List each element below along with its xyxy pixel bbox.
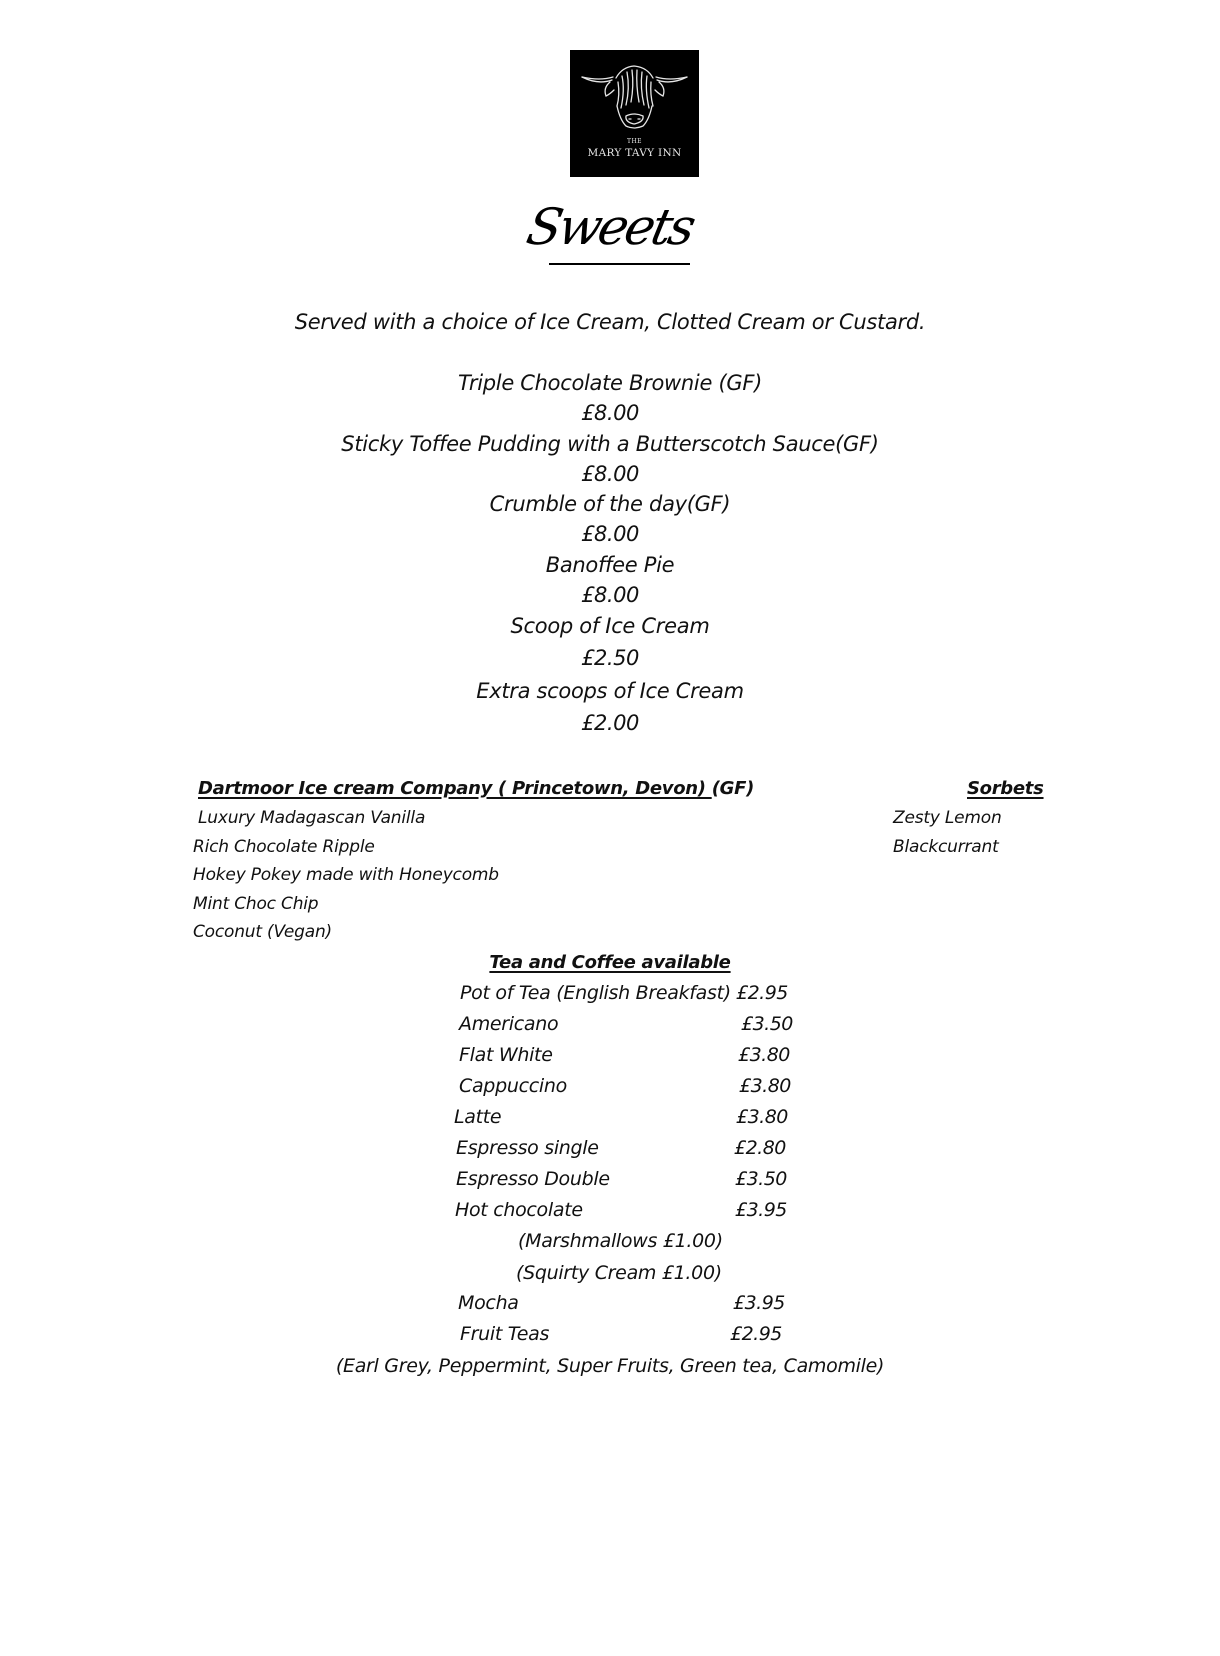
drink-price: £3.95 xyxy=(735,1199,787,1221)
drink-price: £3.80 xyxy=(738,1044,790,1066)
sorbet-flavour: Zesty Lemon xyxy=(893,808,1002,828)
dessert-name: Banoffee Pie xyxy=(545,553,675,577)
sorbets-heading: Sorbets xyxy=(967,778,1044,799)
dessert-name: Sticky Toffee Pudding with a Butterscotch Sauce(GF) xyxy=(341,432,879,456)
dessert-price: £8.00 xyxy=(581,401,639,425)
drink-extra: (Squirty Cream £1.00) xyxy=(516,1262,722,1284)
dessert-price: £8.00 xyxy=(581,583,639,607)
gluten-free-tag: (GF) xyxy=(711,778,755,799)
logo-inn-name: MARY TAVY INN xyxy=(587,147,682,159)
drink-price: £3.50 xyxy=(741,1013,793,1035)
drink-price: £3.80 xyxy=(739,1075,791,1097)
drink-price: £3.50 xyxy=(735,1168,787,1190)
drinks-heading-text: Tea and Coffee available xyxy=(489,952,731,973)
logo-the-text: THE xyxy=(626,138,643,145)
highland-cow-icon xyxy=(570,50,699,140)
drink-price: £3.95 xyxy=(733,1292,785,1314)
drink-name: Espresso Double xyxy=(456,1168,610,1190)
ice-cream-flavour: Luxury Madagascan Vanilla xyxy=(198,808,426,828)
ice-cream-flavour: Mint Choc Chip xyxy=(193,894,319,914)
drinks-heading xyxy=(0,952,1220,973)
dessert-price: £8.00 xyxy=(581,462,639,486)
ice-cream-company: Dartmoor Ice cream Company ( Princetown, Devon) xyxy=(198,778,712,799)
drink-name: Cappuccino xyxy=(459,1075,567,1097)
ice-cream-flavour: Hokey Pokey made with Honeycomb xyxy=(193,865,499,885)
drink-price: £2.95 xyxy=(730,1323,782,1345)
serving-note: Served with a choice of Ice Cream, Clotted Cream or Custard. xyxy=(294,310,926,334)
drink-name: Espresso single xyxy=(456,1137,599,1159)
dessert-name: Extra scoops of Ice Cream xyxy=(476,679,744,703)
ice-cream-heading xyxy=(198,778,754,799)
drink-price: £2.95 xyxy=(736,982,788,1004)
drink-name: Mocha xyxy=(458,1292,519,1314)
inn-logo xyxy=(570,50,699,177)
drink-extra: (Marshmallows £1.00) xyxy=(518,1230,723,1252)
drink-name: Latte xyxy=(454,1106,502,1128)
dessert-price: £2.50 xyxy=(581,646,639,670)
dessert-name: Crumble of the day(GF) xyxy=(489,492,731,516)
dessert-price: £2.00 xyxy=(581,711,639,735)
drink-name: Hot chocolate xyxy=(455,1199,583,1221)
ice-cream-flavour: Rich Chocolate Ripple xyxy=(193,837,375,857)
drink-name: Flat White xyxy=(459,1044,553,1066)
drink-name: Americano xyxy=(459,1013,559,1035)
drink-price: £3.80 xyxy=(736,1106,788,1128)
drink-name: Fruit Teas xyxy=(460,1323,550,1345)
drink-price: £2.80 xyxy=(734,1137,786,1159)
dessert-name: Triple Chocolate Brownie (GF) xyxy=(457,371,762,395)
drink-name: Pot of Tea (English Breakfast) xyxy=(460,982,731,1004)
fruit-tea-varieties: (Earl Grey, Peppermint, Super Fruits, Green tea, Camomile) xyxy=(335,1355,885,1377)
ice-cream-flavour: Coconut (Vegan) xyxy=(193,922,332,942)
page-title: Sweets xyxy=(521,198,699,256)
sorbet-flavour: Blackcurrant xyxy=(893,837,999,857)
dessert-price: £8.00 xyxy=(581,522,639,546)
dessert-name: Scoop of Ice Cream xyxy=(510,614,710,638)
title-underline xyxy=(549,263,690,265)
